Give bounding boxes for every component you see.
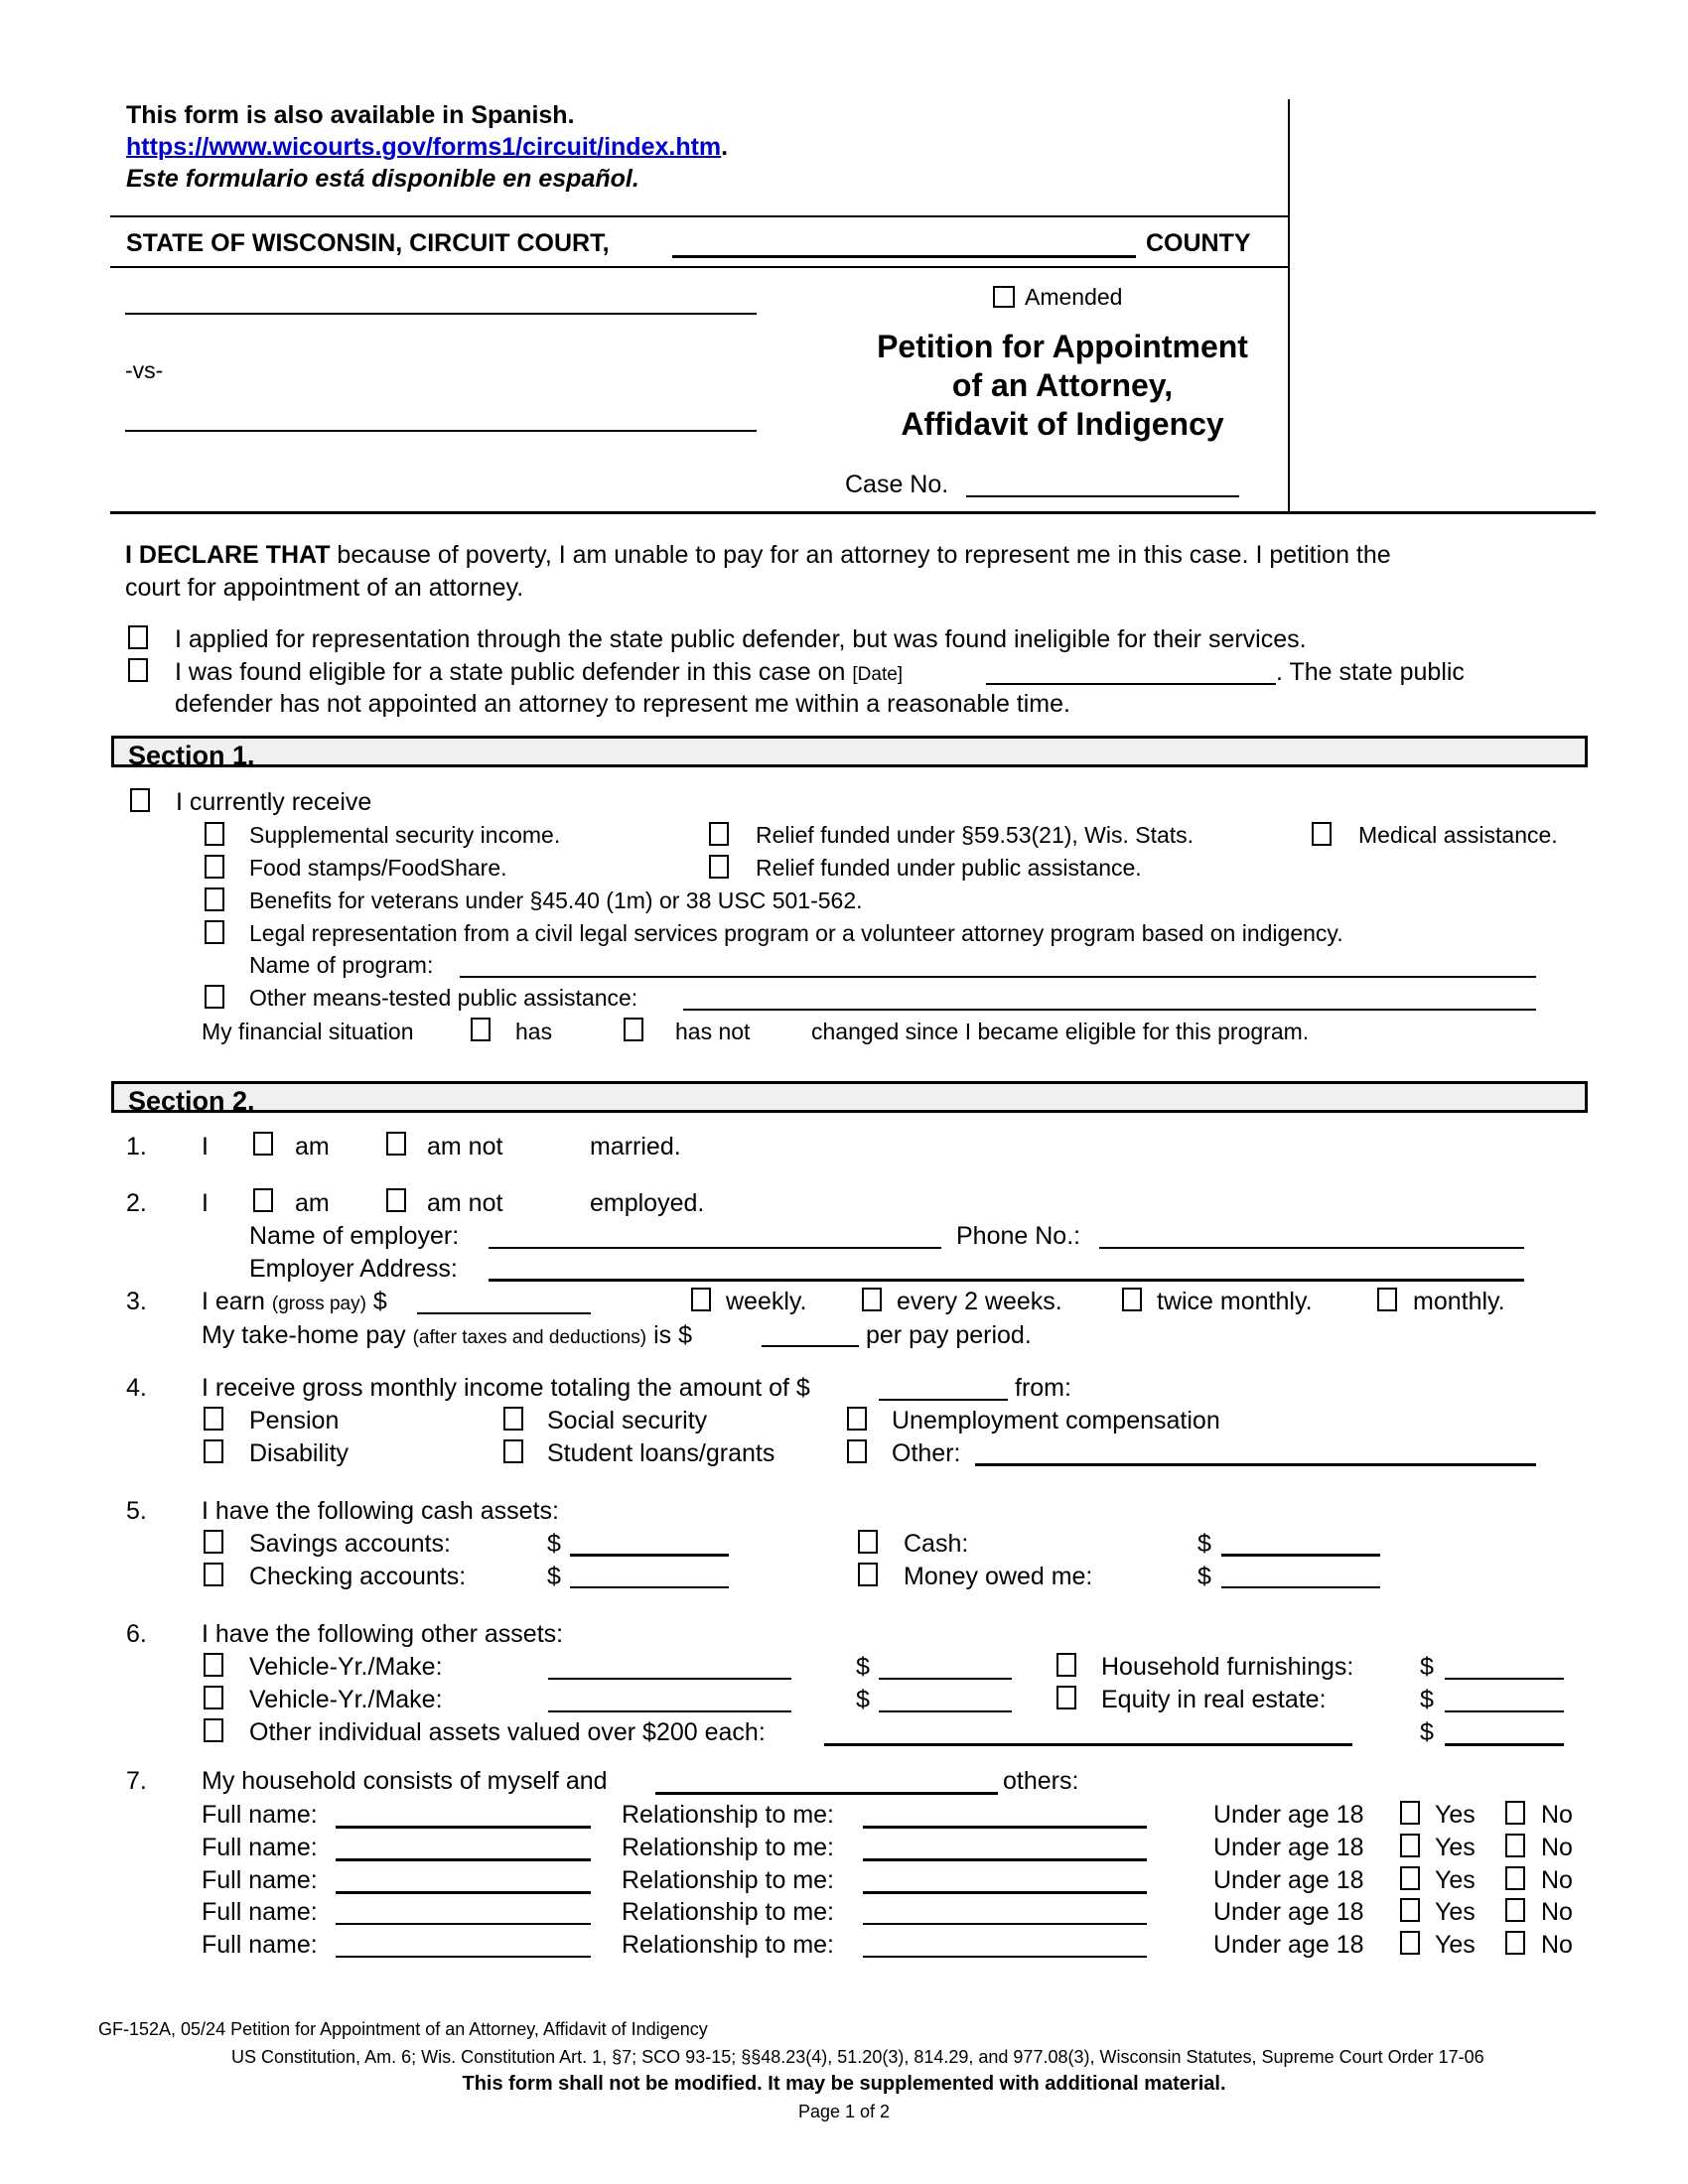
item6-number: 6.: [126, 1620, 147, 1648]
under18-yes-label: Yes: [1435, 1898, 1476, 1926]
under18-yes-label: Yes: [1435, 1866, 1476, 1894]
vehicle2-make-field[interactable]: [548, 1710, 791, 1712]
vehicle1-make-field[interactable]: [548, 1678, 791, 1680]
under18-label: Under age 18: [1213, 1898, 1364, 1926]
item5-number: 5.: [126, 1497, 147, 1525]
program-name-field[interactable]: [460, 976, 1536, 978]
employed-am-label: am: [295, 1189, 330, 1217]
item2-i: I: [202, 1189, 209, 1217]
relationship-field[interactable]: [863, 1826, 1147, 1829]
other-assets-value-field[interactable]: [1445, 1743, 1564, 1746]
full-name-label: Full name:: [202, 1931, 318, 1959]
ssi-checkbox[interactable]: [205, 822, 224, 846]
medical-checkbox[interactable]: [1312, 822, 1332, 846]
under18-yes-checkbox[interactable]: [1400, 1801, 1420, 1825]
full-name-field[interactable]: [336, 1891, 591, 1894]
earn-label: [202, 1290, 387, 1314]
form-title-line2: of an Attorney,: [951, 367, 1174, 403]
other-assets-label: I have the following other assets:: [202, 1620, 564, 1648]
under18-no-checkbox[interactable]: [1505, 1866, 1525, 1890]
checking-label: Checking accounts:: [249, 1563, 467, 1590]
checking-field[interactable]: [570, 1586, 729, 1588]
savings-dollar: $: [547, 1530, 561, 1558]
currently-receive-checkbox[interactable]: [130, 788, 150, 812]
employer-name-label: Name of employer:: [249, 1222, 460, 1250]
social-security-checkbox[interactable]: [503, 1407, 523, 1431]
savings-field[interactable]: [570, 1554, 729, 1557]
court-label: STATE OF WISCONSIN, CIRCUIT COURT,: [126, 229, 610, 257]
takehome-dollar: is $: [653, 1321, 692, 1349]
under18-yes-checkbox[interactable]: [1400, 1834, 1420, 1857]
other-income-field[interactable]: [975, 1463, 1536, 1466]
under18-no-checkbox[interactable]: [1505, 1898, 1525, 1922]
vehicle2-dollar: $: [856, 1686, 870, 1713]
married-am-not-label: am not: [427, 1133, 503, 1160]
under18-no-label: No: [1541, 1898, 1573, 1926]
item1-number: 1.: [126, 1133, 147, 1160]
other-means-checkbox[interactable]: [205, 985, 224, 1009]
item2-number: 2.: [126, 1189, 147, 1217]
link-period: .: [721, 133, 729, 161]
gross-pay-note: (gross pay): [271, 1294, 366, 1314]
earn-dollar: $: [372, 1288, 387, 1315]
cash-assets-label: I have the following cash assets:: [202, 1497, 559, 1525]
cash-field[interactable]: [1221, 1554, 1380, 1557]
employer-address-label: Employer Address:: [249, 1255, 458, 1283]
checking-dollar: $: [547, 1563, 561, 1590]
household-checkbox[interactable]: [1056, 1653, 1076, 1677]
form-id: GF-152A, 05/24 Petition for Appointment of an Attorney, Affidavit of Indigency: [98, 2019, 708, 2039]
under18-yes-label: Yes: [1435, 1801, 1476, 1829]
from-label: from:: [1015, 1374, 1071, 1402]
gross-monthly-label: I receive gross monthly income totaling the amount of $: [202, 1374, 810, 1402]
eligible-label: [175, 660, 903, 685]
amended-label: Amended: [1025, 284, 1123, 310]
full-name-field[interactable]: [336, 1826, 591, 1829]
under18-no-label: No: [1541, 1834, 1573, 1861]
other-means-field[interactable]: [683, 1009, 1536, 1011]
employer-name-field[interactable]: [489, 1247, 941, 1249]
date-label: [Date]: [852, 664, 904, 685]
under18-label: Under age 18: [1213, 1931, 1364, 1959]
gross-pay-field[interactable]: [417, 1312, 591, 1314]
has-not-label: has not: [675, 1019, 751, 1044]
header-rule-top: [110, 215, 1290, 217]
full-name-field[interactable]: [336, 1923, 591, 1925]
equity-checkbox[interactable]: [1056, 1686, 1076, 1709]
section1-title: Section 1.: [128, 741, 255, 770]
relationship-field[interactable]: [863, 1923, 1147, 1925]
takehome-label: [202, 1323, 692, 1348]
declare-lead: I DECLARE THAT: [125, 541, 331, 569]
has-not-checkbox[interactable]: [624, 1018, 643, 1041]
declaration-line1: [125, 543, 1391, 568]
under18-yes-checkbox[interactable]: [1400, 1931, 1420, 1955]
under18-yes-label: Yes: [1435, 1931, 1476, 1959]
disability-checkbox[interactable]: [204, 1439, 223, 1463]
other-assets-dollar: $: [1420, 1718, 1434, 1746]
twice-monthly-checkbox[interactable]: [1122, 1288, 1142, 1311]
legal-authority: US Constitution, Am. 6; Wis. Constitution Art. 1, §7; SCO 93-15; §§48.23(4), 51.20(3), 814.29, and 977.08(3), Wisconsin Statutes, Supreme Court Order 17-06: [231, 2047, 1484, 2067]
under18-label: Under age 18: [1213, 1801, 1364, 1829]
disability-label: Disability: [249, 1439, 350, 1467]
under18-no-checkbox[interactable]: [1505, 1931, 1525, 1955]
vehicle1-dollar: $: [856, 1653, 870, 1681]
relationship-field[interactable]: [863, 1858, 1147, 1861]
vehicle1-checkbox[interactable]: [204, 1653, 223, 1677]
relationship-label: Relationship to me:: [622, 1931, 835, 1959]
veterans-label: Benefits for veterans under §45.40 (1m) or 38 USC 501-562.: [249, 887, 863, 913]
household-label: Household furnishings:: [1101, 1653, 1354, 1681]
pension-label: Pension: [249, 1407, 340, 1434]
header-divider-vertical: [1288, 99, 1290, 514]
under18-yes-checkbox[interactable]: [1400, 1898, 1420, 1922]
under18-no-checkbox[interactable]: [1505, 1834, 1525, 1857]
student-loans-label: Student loans/grants: [547, 1439, 775, 1467]
under18-no-label: No: [1541, 1801, 1573, 1829]
household-field[interactable]: [1445, 1678, 1564, 1680]
employed-am-not-checkbox[interactable]: [386, 1188, 406, 1212]
relationship-label: Relationship to me:: [622, 1834, 835, 1861]
case-no-field[interactable]: [966, 495, 1239, 497]
food-checkbox[interactable]: [205, 855, 224, 879]
declaration-line2: court for appointment of an attorney.: [125, 574, 524, 602]
declare-text: because of poverty, I am unable to pay for an attorney to represent me in this case. I petition the: [330, 541, 1391, 569]
party2-field[interactable]: [125, 430, 757, 432]
modification-notice: This form shall not be modified. It may be supplemented with additional material.: [462, 2073, 1226, 2095]
amended-checkbox[interactable]: [993, 286, 1015, 308]
relationship-label: Relationship to me:: [622, 1866, 835, 1894]
relief-5953-checkbox[interactable]: [709, 822, 729, 846]
married-am-checkbox[interactable]: [253, 1132, 273, 1156]
party1-field[interactable]: [125, 313, 757, 315]
relationship-label: Relationship to me:: [622, 1898, 835, 1926]
every-2-weeks-label: every 2 weeks.: [897, 1288, 1062, 1315]
other-individual-assets-label: Other individual assets valued over $200 each:: [249, 1718, 766, 1746]
relief-public-label: Relief funded under public assistance.: [756, 855, 1142, 881]
cash-checkbox[interactable]: [858, 1530, 878, 1554]
employer-address-field[interactable]: [489, 1279, 1524, 1282]
under18-label: Under age 18: [1213, 1834, 1364, 1861]
employed-am-checkbox[interactable]: [253, 1188, 273, 1212]
spanish-notice: This form is also available in Spanish.: [126, 101, 575, 129]
married-am-label: am: [295, 1133, 330, 1160]
after-taxes-note: (after taxes and deductions): [412, 1327, 647, 1348]
savings-label: Savings accounts:: [249, 1530, 451, 1558]
ineligible-checkbox[interactable]: [128, 625, 148, 649]
earn-text: I earn: [202, 1288, 265, 1315]
money-owed-checkbox[interactable]: [858, 1563, 878, 1586]
household-dollar: $: [1420, 1653, 1434, 1681]
food-label: Food stamps/FoodShare.: [249, 855, 507, 881]
monthly-checkbox[interactable]: [1377, 1288, 1397, 1311]
vehicle1-value-field[interactable]: [879, 1678, 1012, 1680]
employed-am-not-label: am not: [427, 1189, 503, 1217]
twice-monthly-label: twice monthly.: [1157, 1288, 1313, 1315]
full-name-label: Full name:: [202, 1866, 318, 1894]
ssi-label: Supplemental security income.: [249, 822, 561, 848]
financial-situation-label: My financial situation: [202, 1019, 414, 1044]
eligible-text: I was found eligible for a state public defender in this case on: [175, 658, 846, 686]
takehome-field[interactable]: [762, 1345, 859, 1347]
under18-yes-label: Yes: [1435, 1834, 1476, 1861]
vs-label: -vs-: [125, 357, 164, 383]
gross-monthly-field[interactable]: [879, 1399, 1008, 1401]
social-security-label: Social security: [547, 1407, 708, 1434]
other-means-label: Other means-tested public assistance:: [249, 985, 638, 1011]
relationship-label: Relationship to me:: [622, 1801, 835, 1829]
vehicle2-label: Vehicle-Yr./Make:: [249, 1686, 443, 1713]
county-field[interactable]: [672, 255, 1136, 258]
page-number: Page 1 of 2: [797, 2102, 891, 2121]
ineligible-label: I applied for representation through the state public defender, but was found ineligible for their services.: [175, 625, 1307, 653]
eligible-date-field[interactable]: [986, 683, 1276, 685]
forms-link[interactable]: https://www.wicourts.gov/forms1/circuit/index.htm: [126, 133, 722, 161]
married-label: married.: [590, 1133, 681, 1160]
full-name-label: Full name:: [202, 1898, 318, 1926]
weekly-label: weekly.: [726, 1288, 807, 1315]
money-owed-dollar: $: [1197, 1563, 1211, 1590]
section2-title: Section 2.: [128, 1086, 255, 1116]
vehicle1-label: Vehicle-Yr./Make:: [249, 1653, 443, 1681]
header-rule-2: [110, 266, 1290, 268]
student-loans-checkbox[interactable]: [503, 1439, 523, 1463]
checking-checkbox[interactable]: [204, 1563, 223, 1586]
forms-link-wrap: [126, 135, 728, 160]
takehome-text: My take-home pay: [202, 1321, 406, 1349]
equity-field[interactable]: [1445, 1710, 1564, 1712]
savings-checkbox[interactable]: [204, 1530, 223, 1554]
header-rule-bottom: [110, 511, 1596, 514]
veterans-checkbox[interactable]: [205, 887, 224, 911]
vehicle2-value-field[interactable]: [879, 1710, 1012, 1712]
relief-public-checkbox[interactable]: [709, 855, 729, 879]
under18-no-label: No: [1541, 1931, 1573, 1959]
per-period-label: per pay period.: [866, 1321, 1032, 1349]
item1-i: I: [202, 1133, 209, 1160]
other-assets-checkbox[interactable]: [204, 1718, 223, 1742]
phone-field[interactable]: [1099, 1247, 1524, 1249]
money-owed-label: Money owed me:: [904, 1563, 1093, 1590]
money-owed-field[interactable]: [1221, 1586, 1380, 1588]
under18-label: Under age 18: [1213, 1866, 1364, 1894]
medical-label: Medical assistance.: [1358, 822, 1558, 848]
unemployment-label: Unemployment compensation: [892, 1407, 1220, 1434]
item4-number: 4.: [126, 1374, 147, 1402]
eligible-checkbox[interactable]: [128, 658, 148, 682]
has-checkbox[interactable]: [471, 1018, 491, 1041]
full-name-field[interactable]: [336, 1956, 591, 1958]
section1-header: [111, 736, 1588, 770]
household-size-label: My household consists of myself and: [202, 1767, 608, 1795]
under18-no-checkbox[interactable]: [1505, 1801, 1525, 1825]
legal-checkbox[interactable]: [205, 920, 224, 944]
cash-dollar: $: [1197, 1530, 1211, 1558]
married-am-not-checkbox[interactable]: [386, 1132, 406, 1156]
household-size-field[interactable]: [655, 1792, 998, 1795]
phone-label: Phone No.:: [956, 1222, 1081, 1250]
other-individual-assets-field[interactable]: [824, 1743, 1352, 1746]
full-name-label: Full name:: [202, 1834, 318, 1861]
program-name-label: Name of program:: [249, 952, 434, 978]
relationship-field[interactable]: [863, 1956, 1147, 1958]
unemployment-checkbox[interactable]: [847, 1407, 867, 1431]
relationship-field[interactable]: [863, 1891, 1147, 1894]
legal-label: Legal representation from a civil legal services program or a volunteer attorney program based on indigency.: [249, 920, 1343, 946]
vehicle2-checkbox[interactable]: [204, 1686, 223, 1709]
every-2-weeks-checkbox[interactable]: [862, 1288, 882, 1311]
spanish-italic: Este formulario está disponible en español.: [126, 165, 639, 193]
under18-no-label: No: [1541, 1866, 1573, 1894]
case-no-label: Case No.: [845, 471, 949, 498]
equity-dollar: $: [1420, 1686, 1434, 1713]
form-title-line3: Affidavit of Indigency: [901, 406, 1224, 442]
full-name-label: Full name:: [202, 1801, 318, 1829]
eligible-label-tail: . The state public: [1276, 658, 1465, 686]
county-label: COUNTY: [1146, 229, 1251, 257]
form-title-line1: Petition for Appointment: [877, 329, 1248, 364]
monthly-label: monthly.: [1413, 1288, 1505, 1315]
changed-since-label: changed since I became eligible for this program.: [811, 1019, 1310, 1044]
under18-yes-checkbox[interactable]: [1400, 1866, 1420, 1890]
full-name-field[interactable]: [336, 1858, 591, 1861]
has-label: has: [515, 1019, 553, 1044]
other-income-checkbox[interactable]: [847, 1439, 867, 1463]
equity-label: Equity in real estate:: [1101, 1686, 1327, 1713]
others-label: others:: [1003, 1767, 1079, 1795]
cash-label: Cash:: [904, 1530, 969, 1558]
pension-checkbox[interactable]: [204, 1407, 223, 1431]
currently-receive-label: I currently receive: [176, 788, 372, 816]
employed-label: employed.: [590, 1189, 705, 1217]
other-income-label: Other:: [892, 1439, 961, 1467]
item3-number: 3.: [126, 1288, 147, 1315]
item7-number: 7.: [126, 1767, 147, 1795]
eligible-line2: defender has not appointed an attorney to represent me within a reasonable time.: [175, 690, 1070, 718]
section2-header: [111, 1081, 1588, 1116]
relief-5953-label: Relief funded under §59.53(21), Wis. Stats.: [756, 822, 1195, 848]
weekly-checkbox[interactable]: [691, 1288, 711, 1311]
